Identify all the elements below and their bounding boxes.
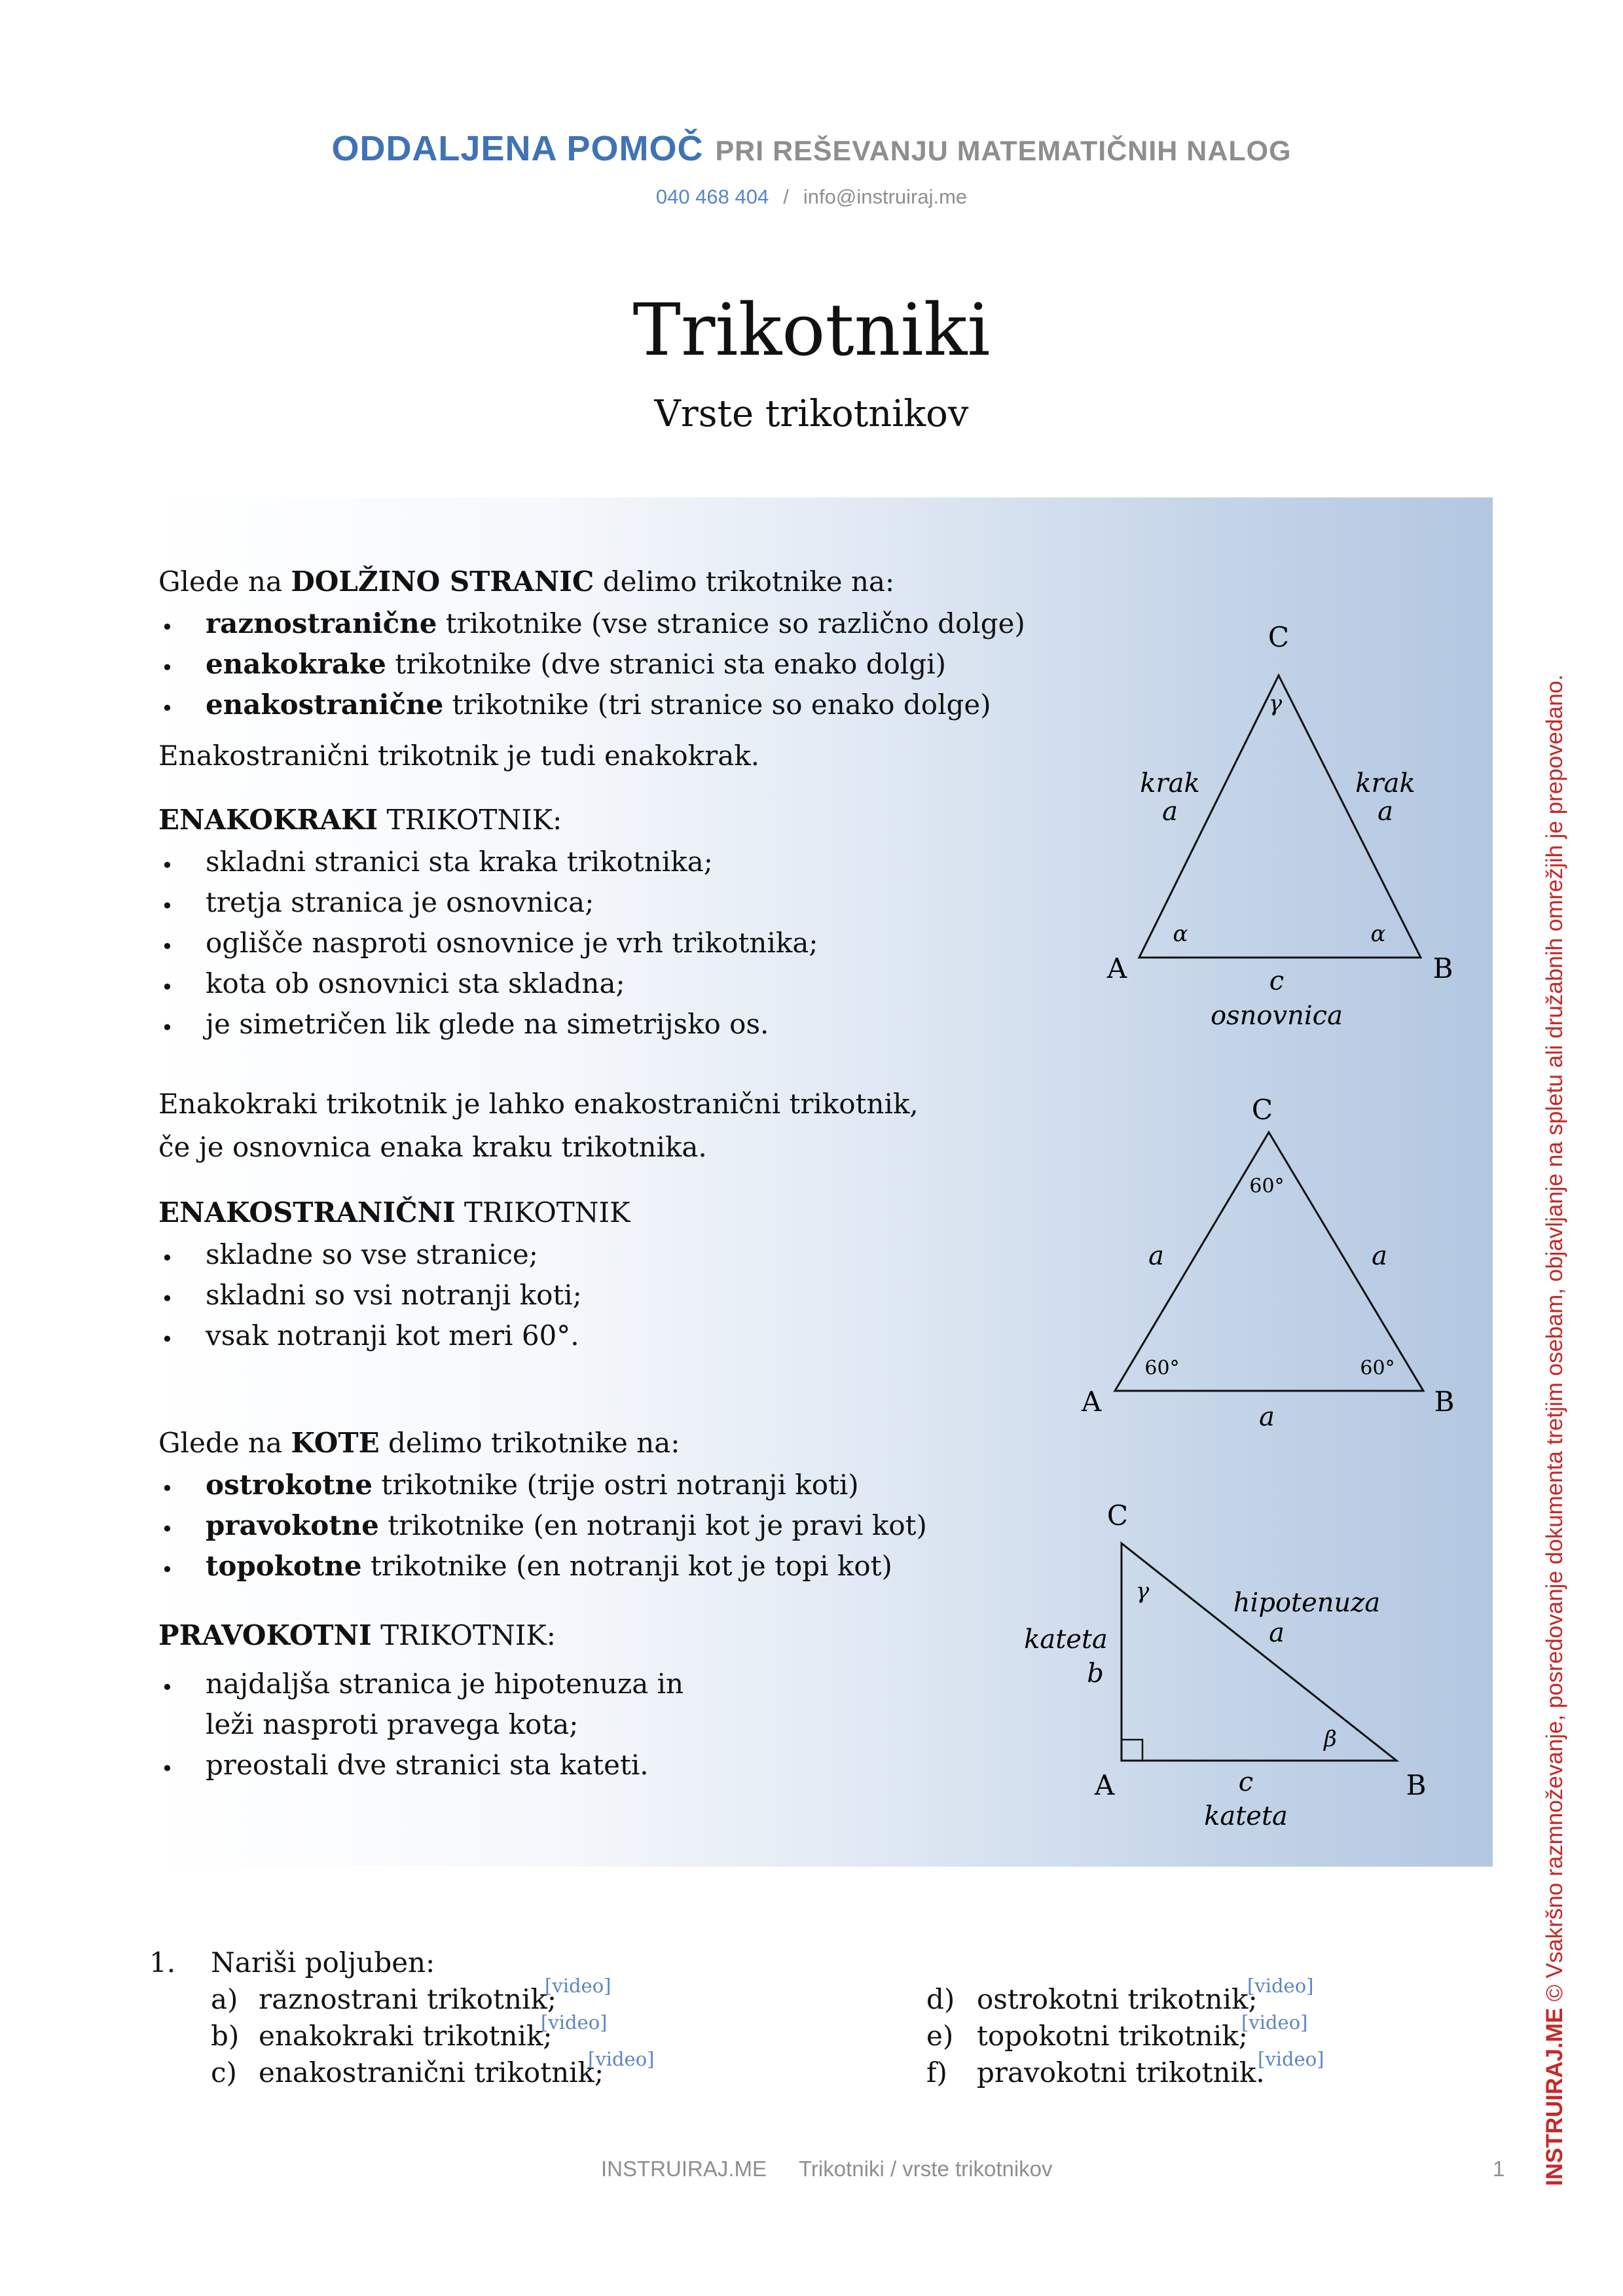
page-number: 1 [1493, 2157, 1505, 2181]
video-link[interactable]: [video] [1241, 2011, 1308, 2034]
isosceles-triangle [1106, 621, 1453, 1031]
bullet: • [161, 975, 173, 999]
side-letter: b [1087, 1659, 1104, 1689]
equilateral-triangle [1081, 1094, 1455, 1432]
side-letter: a [1162, 797, 1178, 827]
list-item: kota ob osnovnici sta skladna; [206, 967, 625, 999]
side-letter: a [1372, 1241, 1387, 1271]
list-item: je simetričen lik glede na simetrijsko os. [206, 1008, 769, 1040]
side-letter: a [1269, 1618, 1285, 1648]
equilateral-note: Enakostranični trikotnik je tudi enakokrak. [158, 740, 760, 772]
exercise-prompt: Nariši poljuben: [211, 1946, 435, 1979]
video-link[interactable]: [video] [1258, 2048, 1324, 2070]
item-text: raznostrani trikotnik; [259, 1983, 557, 2015]
brand-tagline: PRI REŠEVANJU MATEMATIČNIH NALOG [715, 135, 1292, 167]
video-link[interactable]: [video] [1247, 1975, 1314, 1997]
bullet: • [161, 1675, 173, 1700]
vertex-label: A [1081, 1386, 1102, 1418]
bullet: • [161, 1476, 173, 1501]
list-item: preostali dve stranici sta kateti. [206, 1749, 649, 1781]
item-label: c) [211, 2056, 237, 2089]
side-name: kateta [1204, 1801, 1288, 1831]
list-item: enakokrake trikotnike (dve stranici sta enako dolgi) [206, 648, 947, 680]
footer-brand: INSTRUIRAJ.ME [601, 2157, 767, 2181]
item-label: b) [211, 2020, 240, 2052]
copyright-notice: INSTRUIRAJ.ME © Vsakršno razmnoževanje, posredovanje dokumenta tretjim osebam, objavljanje na spletu ali družabnih omrežjih je prepovedano. [1542, 674, 1567, 2186]
bullet: • [161, 893, 173, 918]
bullet: • [161, 1286, 173, 1311]
video-link[interactable]: [video] [545, 1975, 611, 1997]
side-letter: a [1377, 797, 1393, 827]
vertex-label: B [1406, 1769, 1427, 1801]
side-letter: c [1238, 1767, 1254, 1797]
list-item: skladni so vsi notranji koti; [206, 1279, 582, 1311]
side-letter: c [1269, 966, 1285, 996]
list-item: skladne so vse stranice; [206, 1238, 538, 1270]
side-name: hipotenuza [1233, 1588, 1381, 1618]
isosceles-heading: ENAKOKRAKI TRIKOTNIK: [158, 804, 562, 836]
video-link[interactable]: [video] [541, 2011, 608, 2034]
page-title: Trikotniki [632, 288, 991, 372]
footer-document-name: Trikotniki / vrste trikotnikov [799, 2157, 1053, 2181]
angle-label: α [1173, 921, 1188, 947]
right-angle-mark [1122, 1740, 1142, 1761]
bullet: • [161, 615, 173, 639]
video-link[interactable]: [video] [588, 2048, 655, 2070]
contact-separator: / [783, 185, 789, 208]
right-heading: PRAVOKOTNI TRIKOTNIK: [158, 1619, 556, 1651]
bullet: • [161, 655, 173, 680]
isosceles-note: Enakokraki trikotnik je lahko enakostranični trikotnik, [158, 1088, 919, 1120]
bullet: • [161, 696, 173, 721]
list-item-continuation: leži nasproti pravega kota; [206, 1708, 579, 1740]
side-letter: a [1259, 1402, 1275, 1432]
email-link[interactable]: info@instruiraj.me [803, 185, 968, 208]
isosceles-note: če je osnovnica enaka kraku trikotnika. [158, 1131, 707, 1163]
item-text: topokotni trikotnik; [977, 2020, 1248, 2052]
item-label: d) [926, 1983, 955, 2015]
list-item: vsak notranji kot meri 60°. [206, 1319, 579, 1352]
angle-label: α [1370, 921, 1386, 947]
angle-label: 60° [1360, 1357, 1395, 1380]
angle-label: γ [1268, 691, 1283, 717]
list-item: najdaljša stranica je hipotenuza in [206, 1668, 684, 1700]
list-item: skladni stranici sta kraka trikotnika; [206, 846, 713, 878]
vertex-label: C [1251, 1094, 1273, 1126]
bullet: • [161, 1246, 173, 1270]
angle-label: 60° [1144, 1357, 1180, 1380]
bullet: • [161, 1557, 173, 1582]
list-item: ostrokotne trikotnike (trije ostri notranji koti) [206, 1469, 859, 1501]
angle-label: γ [1135, 1578, 1150, 1604]
angle-label: β [1324, 1726, 1337, 1752]
equilateral-heading: ENAKOSTRANIČNI TRIKOTNIK [158, 1196, 630, 1229]
item-label: a) [211, 1983, 238, 2015]
side-name: kateta [1024, 1624, 1108, 1655]
vertex-label: A [1094, 1769, 1115, 1801]
vertex-label: A [1106, 952, 1127, 984]
vertex-label: C [1106, 1499, 1129, 1532]
vertex-label: B [1434, 1386, 1455, 1418]
vertex-label: C [1267, 621, 1290, 653]
angles-intro: Glede na KOTE delimo trikotnike na: [158, 1427, 680, 1459]
side-letter: a [1148, 1241, 1164, 1271]
item-text: ostrokotni trikotnik; [977, 1983, 1258, 2015]
list-item: pravokotne trikotnike (en notranji kot je pravi kot) [206, 1509, 927, 1541]
list-item: enakostranične trikotnike (tri stranice so enako dolge) [206, 689, 991, 721]
item-text: pravokotni trikotnik. [977, 2056, 1265, 2089]
angle-label: 60° [1249, 1175, 1285, 1198]
phone-link[interactable]: 040 468 404 [655, 185, 769, 208]
list-item: topokotne trikotnike (en notranji kot je topi kot) [206, 1550, 892, 1582]
item-label: f) [926, 2056, 947, 2089]
item-label: e) [926, 2020, 954, 2052]
bullet: • [161, 1756, 173, 1781]
bullet: • [161, 1327, 173, 1352]
list-item: raznostranične trikotnike (vse stranice so različno dolge) [206, 607, 1025, 639]
page-subtitle: Vrste trikotnikov [654, 393, 969, 435]
bullet: • [161, 853, 173, 878]
sides-intro: Glede na DOLŽINO STRANIC delimo trikotnike na: [158, 565, 895, 598]
side-name: krak [1140, 768, 1200, 798]
list-item: tretja stranica je osnovnica; [206, 886, 594, 918]
bullet: • [161, 934, 173, 959]
item-text: enakokraki trikotnik; [259, 2020, 553, 2052]
exercise-number: 1. [149, 1946, 176, 1979]
list-item: oglišče nasproti osnovnice je vrh trikotnika; [206, 927, 818, 959]
right-triangle [1024, 1499, 1426, 1831]
bullet: • [161, 1516, 173, 1541]
side-name: osnovnica [1211, 1001, 1343, 1031]
brand-title: ODDALJENA POMOČ [331, 129, 704, 168]
item-text: enakostranični trikotnik; [259, 2056, 604, 2089]
side-name: krak [1355, 768, 1415, 798]
vertex-label: B [1432, 952, 1453, 984]
bullet: • [161, 1015, 173, 1040]
